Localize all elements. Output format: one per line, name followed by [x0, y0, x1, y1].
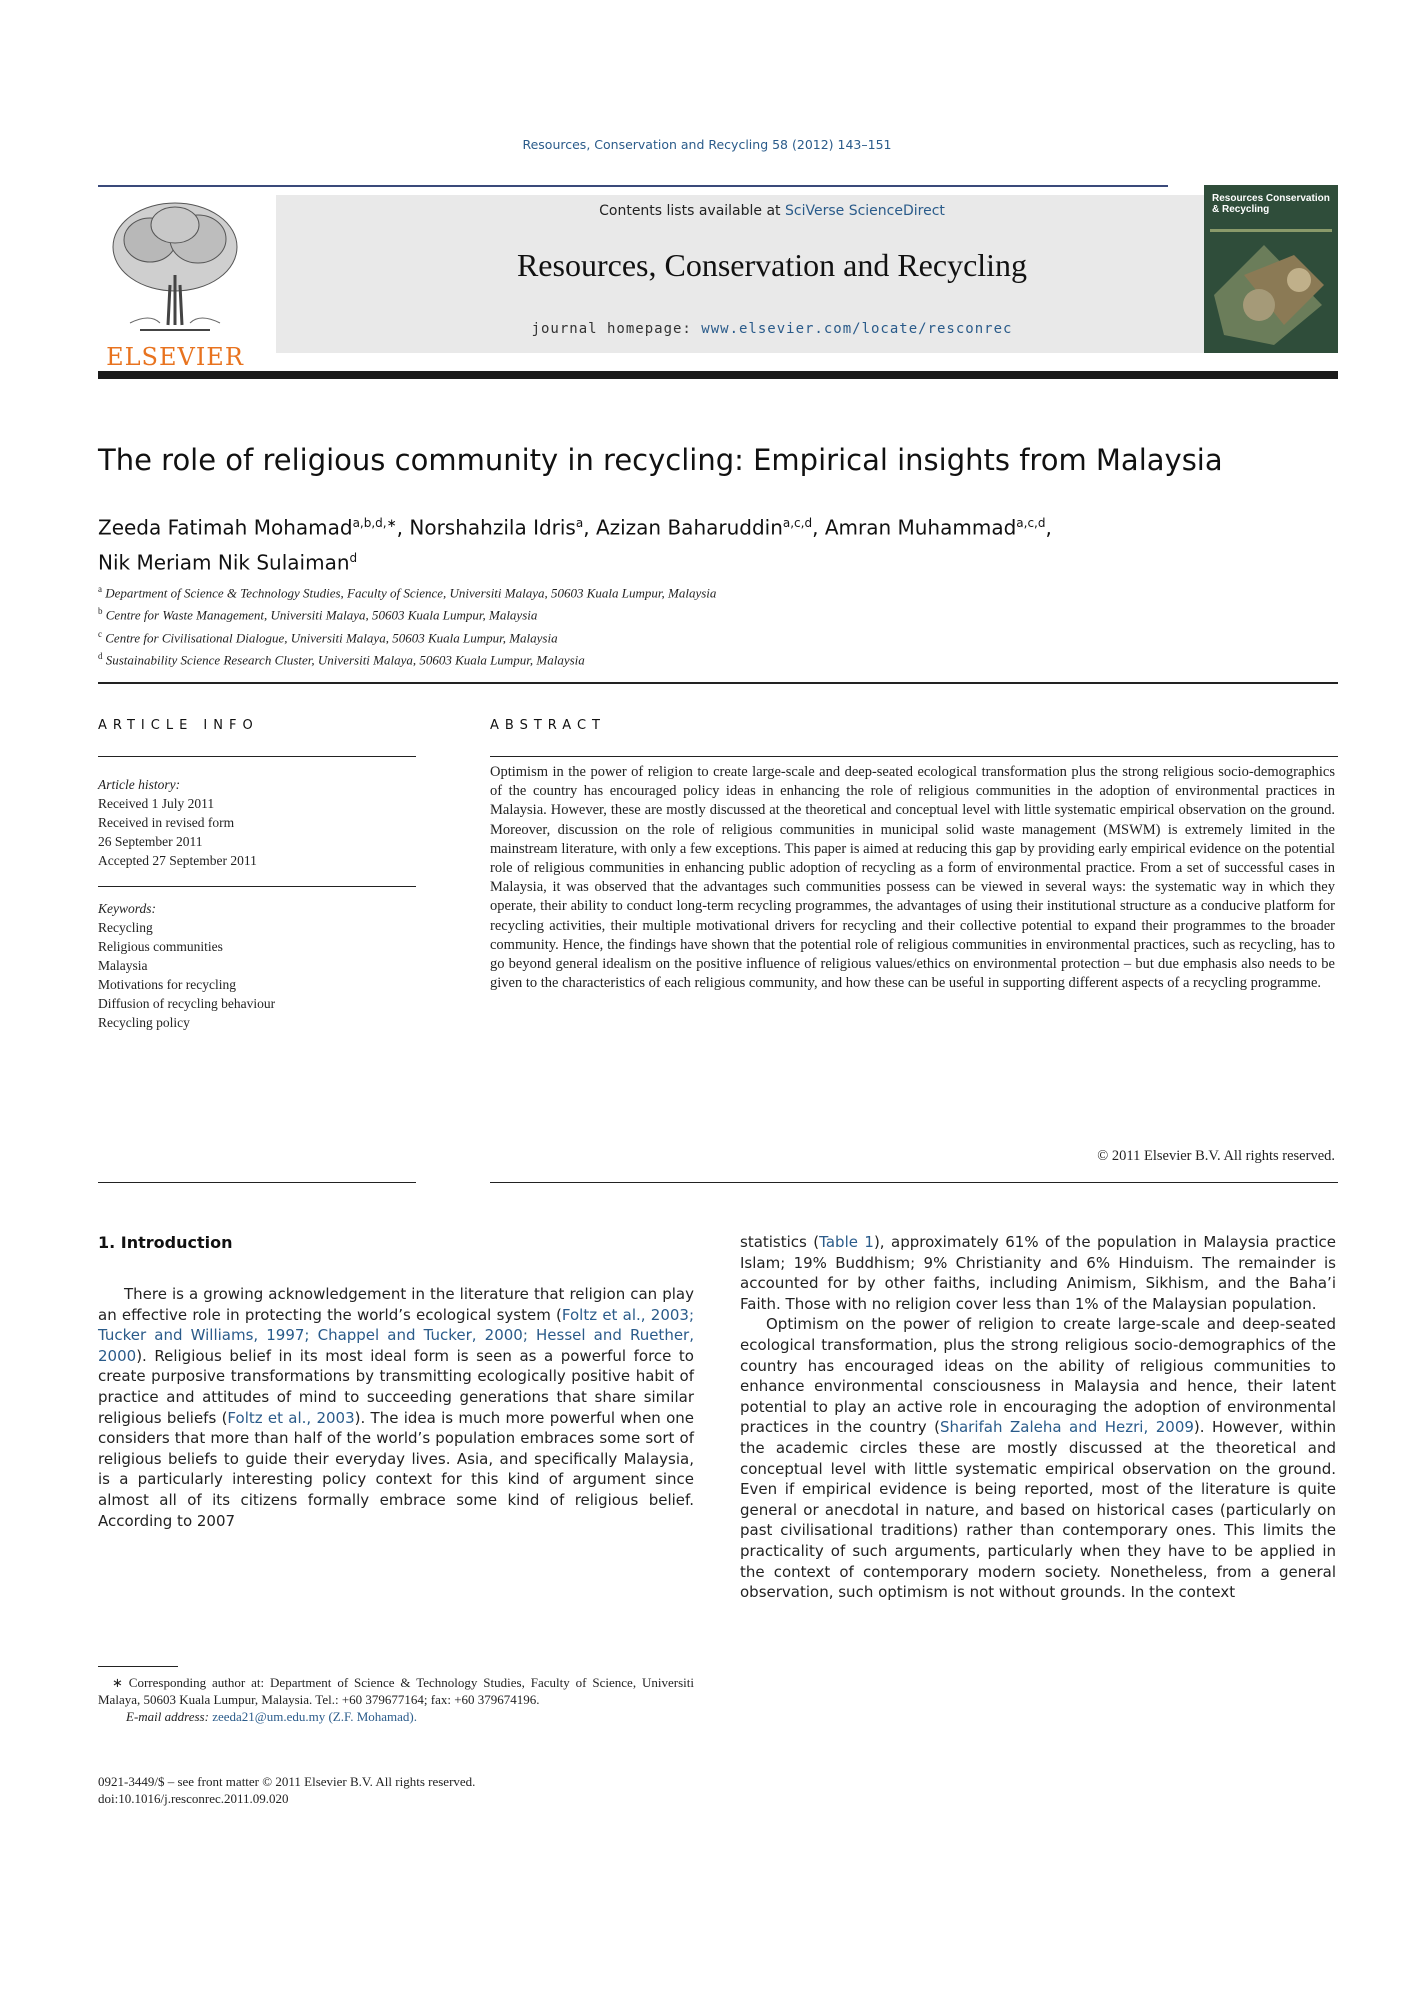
sciencedirect-link[interactable]: SciVerse ScienceDirect — [785, 203, 945, 219]
article-info-rule — [98, 756, 416, 757]
author-separator: , — [812, 515, 825, 540]
history-item: Received 1 July 2011 — [98, 796, 215, 811]
paragraph-text: ). The idea is much more powerful when one considers that more than half of the world’s population embraces some sort of religious beliefs to guide their everyday lives. Asia, and specifically Malaysia, is a particularly interesting policy context for this kind of argument since almost all of its citizens formally embrace some kind of religious belief. According to 2007 — [98, 1408, 694, 1530]
author-affiliation-marks[interactable]: a,c,d — [1016, 516, 1046, 530]
elsevier-tree-logo — [100, 195, 250, 371]
article-title: The role of religious community in recycling: Empirical insights from Malaysia — [98, 443, 1223, 477]
history-item: Received in revised form — [98, 815, 235, 830]
paragraph-text: ). Religious belief in its most ideal form is seen as a powerful force to create purposive transformations by transmitting ecologically positive habit of practice and attitudes of mind to succeeding generations that share similar religious beliefs ( — [98, 1346, 694, 1427]
journal-banner — [98, 185, 1338, 375]
issn-line: 0921-3449/$ – see front matter © 2011 Elsevier B.V. All rights reserved. — [98, 1774, 476, 1789]
keyword-item[interactable]: Religious communities — [98, 939, 223, 954]
keywords-rule — [98, 886, 416, 887]
author-affiliation-marks[interactable]: d — [349, 550, 358, 565]
keywords-heading: Keywords: — [98, 901, 156, 916]
article-history-heading: Article history: — [98, 777, 181, 792]
section-heading-introduction: 1. Introduction — [98, 1233, 233, 1252]
corresponding-author-text: ∗ Corresponding author at: Department of Science & Technology Studies, Faculty of Science, Universiti Malaya, 50603 Kuala Lumpur, Malaysia. Tel.: +60 379677164; fax: +60 379674196. — [98, 1675, 694, 1707]
keyword-item[interactable]: Recycling policy — [98, 1015, 190, 1030]
abstract-bottom-rule — [490, 1182, 1338, 1183]
affiliation-mark: c — [98, 628, 102, 639]
keyword-item[interactable]: Diffusion of recycling behaviour — [98, 996, 276, 1011]
email-link[interactable]: zeeda21@um.edu.my (Z.F. Mohamad). — [208, 1709, 417, 1724]
journal-name: Resources, Conservation and Recycling — [516, 247, 1028, 283]
email-label: E-mail address: — [126, 1709, 209, 1724]
author-separator: , — [583, 515, 596, 540]
keyword-item[interactable]: Recycling — [98, 920, 153, 935]
banner-info-box — [276, 195, 1268, 353]
author-separator: , — [1045, 515, 1052, 540]
corresponding-author-footnote — [98, 1674, 694, 1725]
intro-paragraph-2 — [740, 1314, 1336, 1602]
article-history — [98, 794, 416, 870]
affiliation-text: Department of Science & Technology Studies, Faculty of Science, Universiti Malaya, 50603 Kuala Lumpur, Malaysia — [102, 585, 717, 601]
body-column-right — [740, 1232, 1336, 1603]
affiliation-item — [98, 625, 1338, 647]
affiliation-item — [98, 647, 1338, 669]
keyword-list — [98, 918, 416, 1032]
citation-link[interactable]: Foltz et al., 2003 — [227, 1408, 355, 1427]
paragraph-text: ). However, within the academic circles these are mostly discussed at the theoretical and conceptual level with little systematic empirical observation on the ground. Even if empirical evidence is being reported, most of the literature is quite general or anecdotal in nature, and based on historical cases (particularly on past civilisational traditions) rather than contemporary ones. This limits the practicality of such arguments, particularly when they have to be applied in the context of contemporary modern society. Nonetheless, from a general observation, such optimism is not without grounds. In the context — [740, 1418, 1337, 1602]
journal-citation[interactable]: Resources, Conservation and Recycling 58 (2012) 143–151 — [522, 137, 892, 152]
abstract-text: Optimism in the power of religion to create large-scale and deep-seated ecological transformation plus the strong religious socio-demographics of the country has encouraged policy ideas in enhancing the role of religious communities in the adoption of environmental practices in Malaysia. However, these are mostly discussed at the theoretical and conceptual level with little systematic empirical observation on the ground. Moreover, discussion on the role of religious communities in municipal solid waste management (MSWM) is extremely limited in the mainstream literature, with only a few exceptions. This paper is aimed at reducing this gap by providing early empirical evidence on the potential role of religious communities in enhancing public adoption of recycling as a form of environmental practice. From a set of successful cases in Malaysia, it was observed that the advantages such communities possess can be viewed in several ways: the systematic way in which they operate, their ability to conduct long-term recycling programmes, the advantages of using their institutional structure as a conducive platform for recycling activities, their multiple motivational drivers for recycling and their collective potential to expand their programmes to the broader community. Hence, the findings have shown that the potential role of religious communities in environmental practices, such as recycling, has to go beyond general idealism on the positive influence of religious values/ethics on environmental protection – but due emphasis also needs to be given to the characteristics of each religious community, and how these can be useful in supporting different aspects of a recycling programme. — [490, 764, 1335, 992]
tree-logo-icon — [100, 195, 250, 340]
intro-paragraph-1-cont — [740, 1232, 1336, 1314]
affiliation-item — [98, 580, 1338, 602]
affiliation-mark: a — [98, 584, 102, 594]
front-matter — [98, 1773, 694, 1807]
intro-paragraph-1 — [98, 1284, 694, 1531]
journal-homepage — [276, 321, 1268, 337]
author-list — [98, 508, 1338, 577]
affiliation-mark: b — [98, 606, 103, 617]
journal-cover-image — [1204, 185, 1338, 353]
author-affiliation-marks[interactable]: a,b,d,∗ — [352, 516, 397, 530]
author-name[interactable]: Nik Meriam Nik Sulaiman — [98, 550, 350, 575]
history-item: 26 September 2011 — [98, 834, 203, 849]
citation-link[interactable]: Table 1 — [819, 1233, 874, 1251]
article-info-bottom-rule — [98, 1182, 416, 1183]
abstract-label: ABSTRACT — [490, 718, 606, 733]
history-item: Accepted 27 September 2011 — [98, 853, 257, 868]
doi-line[interactable]: doi:10.1016/j.resconrec.2011.09.020 — [98, 1791, 289, 1806]
affiliation-text: Centre for Civilisational Dialogue, Universiti Malaya, 50603 Kuala Lumpur, Malaysia — [102, 629, 558, 645]
contents-line — [276, 203, 1268, 219]
paragraph-text: ), approximately 61% of the population in Malaysia practice Islam; 19% Buddhism; 9% Christianity and 6% Hinduism. The remainder is accounted for by other faiths, including Animism, Sikhism, and the Baha’i Faith. Those with no religion cover less than 1% of the Malaysian population. — [740, 1233, 1337, 1313]
affiliation-list — [98, 580, 1338, 669]
body-column-left — [98, 1284, 694, 1531]
author-name[interactable]: Zeeda Fatimah Mohamad — [98, 515, 353, 540]
banner-thick-rule — [98, 371, 1338, 379]
footnote-rule — [98, 1666, 178, 1667]
abstract-rule — [490, 756, 1338, 757]
publisher-name: ELSEVIER — [106, 343, 244, 371]
divider-rule — [98, 682, 1338, 684]
homepage-link[interactable]: www.elsevier.com/locate/resconrec — [701, 321, 1013, 337]
banner-top-rule — [98, 185, 1168, 187]
cover-title: Resources Conservation & Recycling — [1212, 193, 1330, 215]
affiliation-item — [98, 602, 1338, 624]
citation-link[interactable]: Foltz et al., 2003; Tucker and Williams, 1997; Chappel and Tucker, 2000; Hessel and Ruether, 2000 — [98, 1305, 695, 1365]
keyword-item[interactable]: Malaysia — [98, 958, 148, 973]
affiliation-text: Sustainability Science Research Cluster, Universiti Malaya, 50603 Kuala Lumpur, Malaysia — [102, 652, 585, 668]
author-separator: , — [396, 515, 410, 540]
email-line — [98, 1708, 694, 1725]
author-name[interactable]: Azizan Baharuddin — [595, 515, 783, 540]
author-name[interactable]: Amran Muhammad — [824, 515, 1017, 540]
author-name[interactable]: Norshahzila Idris — [409, 515, 576, 540]
affiliation-mark: d — [98, 650, 103, 661]
paragraph-text: There is a growing acknowledgement in the literature that religion can play an effective role in protecting the world’s ecological system ( — [98, 1285, 694, 1324]
article-info — [98, 775, 416, 1032]
affiliation-text: Centre for Waste Management, Universiti Malaya, 50603 Kuala Lumpur, Malaysia — [102, 607, 538, 623]
paragraph-text: statistics ( — [740, 1233, 820, 1251]
contents-prefix: Contents lists available at — [599, 203, 785, 219]
keyword-item[interactable]: Motivations for recycling — [98, 977, 236, 992]
paragraph-text: Optimism on the power of religion to create large-scale and deep-seated ecological transformation, plus the strong religious socio-demographics of the country has encouraged ideas on the ability of religious communities to enhance environmental consciousness in Malaysia and hence, their latent potential to play an active role in encouraging the adoption of environmental practices in the country ( — [740, 1315, 1336, 1437]
article-info-label: ARTICLE INFO — [98, 718, 259, 733]
author-affiliation-marks[interactable]: a,c,d — [782, 516, 813, 530]
citation-link[interactable]: Sharifah Zaleha and Hezri, 2009 — [939, 1418, 1194, 1437]
copyright-notice: © 2011 Elsevier B.V. All rights reserved. — [1097, 1148, 1335, 1164]
homepage-prefix: journal homepage: — [531, 321, 702, 337]
author-affiliation-marks[interactable]: a — [575, 516, 584, 530]
